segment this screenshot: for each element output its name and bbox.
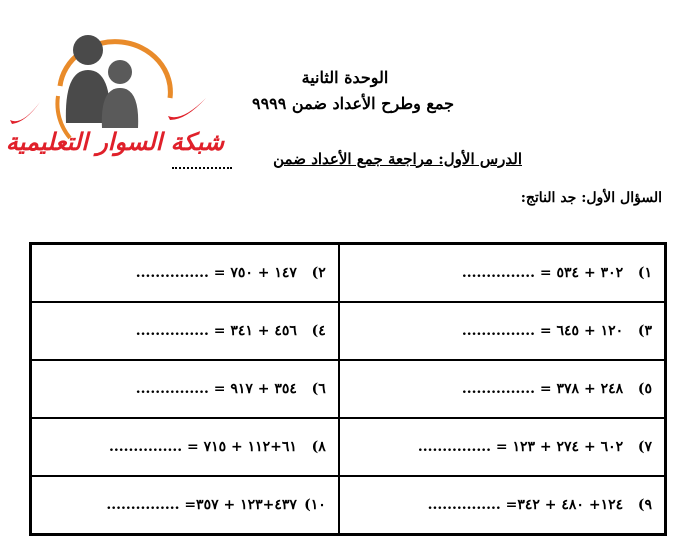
problem-cell-10[interactable]: [31, 476, 339, 534]
problem-number: ١٠): [304, 497, 326, 513]
problem-expression: ٦١+١١٢ + ٧١٥ = ...............: [108, 439, 297, 455]
problem-number: ٧): [637, 439, 652, 455]
problem-number: ٣): [637, 323, 652, 339]
problem-cell-5[interactable]: [339, 360, 665, 418]
topic-title: جمع وطرح الأعداد ضمن ٩٩٩٩: [251, 94, 455, 113]
problem-expression: ٣٠٢ + ٥٣٤ = ...............: [461, 265, 624, 281]
problem-number: ٦): [311, 381, 326, 397]
figure-head-small: [108, 60, 132, 84]
problem-expression: ١٤٧ + ٧٥٠ = ...............: [135, 265, 297, 281]
problem-cell-8[interactable]: [31, 418, 339, 476]
problems-table: [29, 242, 667, 536]
problem-number: ٥): [637, 381, 652, 397]
figure-head-large: [73, 35, 103, 65]
problem-cell-7[interactable]: [339, 418, 665, 476]
problem-cell-3[interactable]: [339, 302, 665, 360]
lesson-title: الدرس الأول: مراجعة جمع الأعداد ضمن: [273, 150, 522, 168]
problem-cell-6[interactable]: [31, 360, 339, 418]
problem-expression: ٢٤٨ + ٣٧٨ = ...............: [461, 381, 624, 397]
problem-cell-9[interactable]: [339, 476, 665, 534]
problem-number: ١): [637, 265, 652, 281]
problem-cell-1[interactable]: [339, 244, 665, 302]
problem-expression: ١٢٠ + ٦٤٥ = ...............: [461, 323, 624, 339]
swoosh-right: [168, 98, 206, 120]
problem-cell-4[interactable]: [31, 302, 339, 360]
question-title: السؤال الأول: جد الناتج:: [520, 190, 662, 206]
logo-text: شبكة السوار التعليمية: [5, 128, 225, 156]
unit-title: الوحدة الثانية: [301, 68, 389, 87]
swoosh-left: [10, 102, 40, 124]
problem-expression: ١٢٤+ ٤٨٠ + ٣٤٢= ...............: [427, 497, 624, 513]
problem-expression: ٤٥٦ + ٣٤١ = ...............: [135, 323, 297, 339]
problem-cell-2[interactable]: [31, 244, 339, 302]
problem-number: ٩): [637, 497, 652, 513]
lesson-blank: [172, 167, 232, 169]
problem-number: ٤): [311, 323, 326, 339]
problem-expression: ٦٠٢ + ٢٧٤ + ١٢٣ = ...............: [417, 439, 624, 455]
problem-number: ٨): [311, 439, 326, 455]
problem-expression: ٣٥٤ + ٩١٧ = ...............: [135, 381, 297, 397]
problem-number: ٢): [311, 265, 326, 281]
problem-expression: ٤٣٧+١٢٣ + ٣٥٧= ...............: [106, 497, 297, 513]
